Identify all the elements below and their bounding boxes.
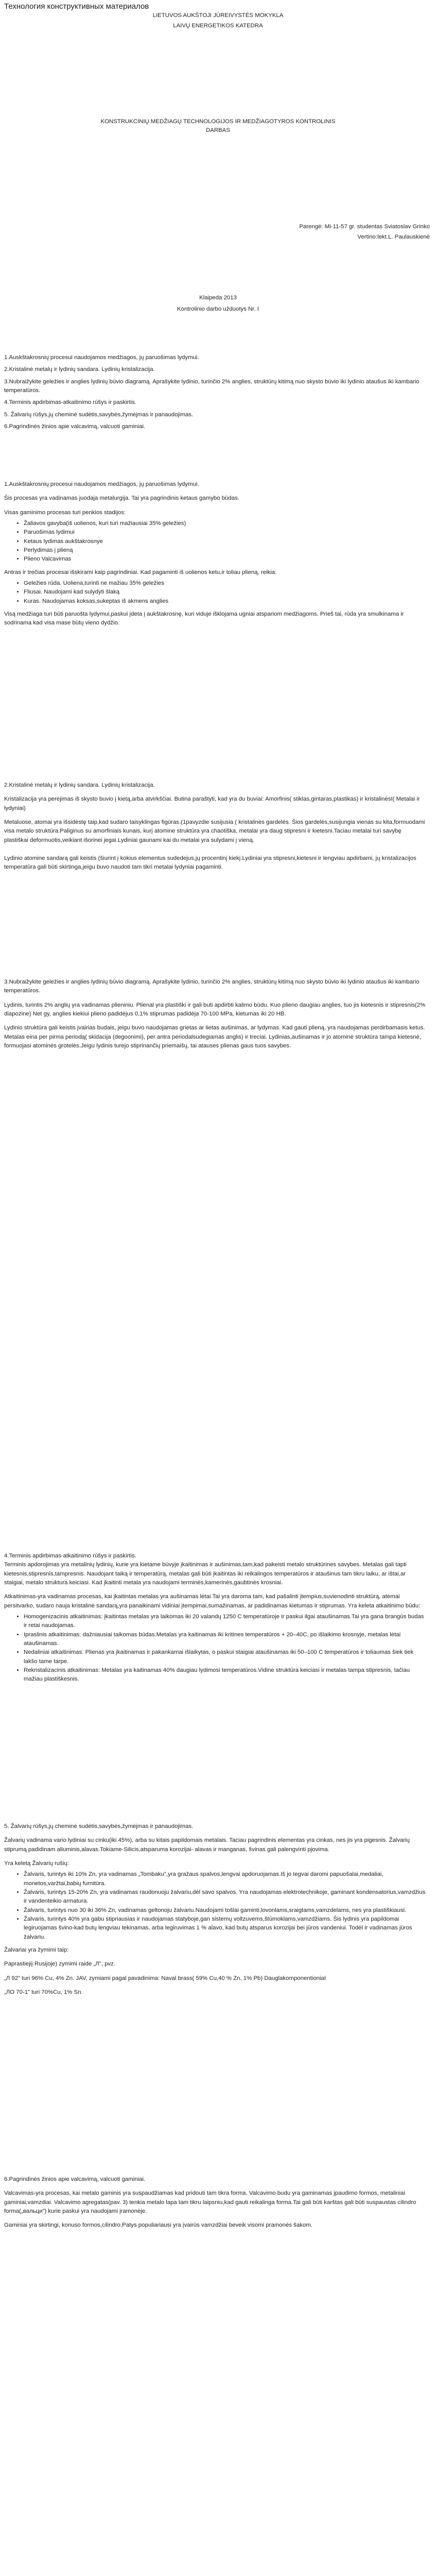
section-4 [4, 1552, 426, 1688]
list-item: • Perlydimas į plieną [24, 546, 426, 555]
section-heading: 2.Kristalinė metalų ir lydinių sandara. Lydinių kristalizacija. [4, 782, 155, 788]
section-6 [4, 2175, 426, 2235]
section-heading: 6.Pagrindinės žinios apie valcavimą, valcuoti gaminiai. [4, 2176, 146, 2182]
paragraph: Yra keletą Žalvarių rušių: [4, 1860, 69, 1867]
task-item: 6.Pagrindinės žinios apie valcavimą, valcuoti gaminiai. [4, 423, 146, 430]
list-item: • Fliusai. Naudojami kad sulydyti šlaką [24, 588, 426, 597]
task-item: 3.Nubraižykite geležies ir anglies lydinių būvio diagramą. Aprašykite lydinio, turinčio 2% anglies, struktūrų kitimą nuo skysto būvio iki lydinio ataušus iki kambario temperatūros. [4, 378, 420, 394]
list-item: • Žalvaris, turintys iki 10% Zn, yra vadinamas „Tombaku",yra gražaus spalvos,lengvai apdoruojamas.Iš jo Iegvai daromi papuošalai,medaliai, monetos,varžtai,babių furnitūra. [24, 1870, 426, 1888]
section-heading: 3.Nubraižykite geležies ir anglies lydinių būvio diagramą. Aprašykite lydinio, turinčio 2% anglies, struktūrų kitimą nuo skysto būvio iki lydinio ataušus iki kambario temperatūros. [4, 979, 420, 994]
report-title [0, 117, 436, 135]
list-item: • Rekristalizacinis atkaitinimas: Metalas yra kaitinamas 40% daugiau lydimosi temperatūros.Vidine struktūra keiciasi ir metalas tampa stipresnis, tačiau mažiau plastiškesnis. [24, 1666, 426, 1684]
section-3 [4, 978, 426, 1056]
paragraph: Gaminiai yra skirtingi, konuso formos,cilindro.Patys populiariausi yra įvairūs vamzdžiai beveik visomi pramonės šakom. [4, 2222, 312, 2229]
city-year: Klaipeda 2013 [199, 295, 237, 301]
paragraph: Šis procesas yra vadinamas juodaja metalurgija. Tai yra pagrindinis ketaus gamybo būdas. [4, 495, 239, 502]
document-title: Технология конструктивных материалов [4, 2, 149, 11]
list-item: • Geležies rūda. Uoliena,turinti ne mažiau 35% geležies [24, 579, 426, 588]
section-heading: 4.Terminis apdirbimas-atkaitinimo rūšys ir paskirtis. [4, 1553, 136, 1559]
list-item: • Plieno Valcavimas [24, 555, 426, 564]
paragraph: Žalvariai yra žymimi taip: [4, 1946, 69, 1953]
needs-list [4, 579, 426, 606]
checked-by: Vertino:lekt.L. Paulauskienė [357, 234, 430, 240]
paragraph: Antras ir trečias procesai išskirami kaip pagrindiniai. Kad pagaminti iš uolienos ketu,ir toliau plieną, reikia: [4, 569, 277, 575]
list-item: • Homogenizacinis atkaitinimas: įkaitintas metalas yra laikomas iki 20 valandų 1250 C temperatūroje ir paskui ilgai ataušinamas.Tai yra gana brangūs budas ir retai naudojamas. [24, 1613, 426, 1631]
paragraph: Paprastiejiį Rusijoje) zymimi raide „Л", pvz. [4, 1961, 115, 1968]
paragraph: Visas gaminimo procesas turi penkios stadijos: [4, 509, 126, 516]
report-title-line-2: DARBAS [206, 127, 230, 134]
brass-kinds-list [4, 1870, 426, 1942]
task-item: 4.Terminis apdirbimas-atkaitinimo rūšys ir paskirtis. [4, 399, 136, 406]
task-list [4, 353, 426, 434]
section-heading: 1.Auskštakrosnių procesui naudojamos medžiagos, jų paruošimas lydymui. [4, 481, 199, 487]
list-item: • Paruošimas lydimui [24, 528, 426, 537]
list-item: • Žalvaris, turintys nuo 30 iki 36% Zn, vadinamas geltonoju žalvariu.Naudojami tošlai gaminti,lovonlams,sraigtams,vamzdelams, nes yra plastiškiausi. [24, 1906, 426, 1915]
list-item: • Žaliavos gavyba(iš uolienos, kuri turi mažiausiai 35% geležies) [24, 519, 426, 528]
task-item: 2.Kristalinė metalų ir lydinių sandara. Lydinių kristalizacija. [4, 366, 155, 373]
paragraph: Valcavimas-yra procesas, kai metalo gaminis yra suspaudžiamas kad pridouti tam tikra forma. Valcavimo budu yra gaminamas įpaudimo formos, metaliniai gaminiai,vamzdiai. Valcavimo agregatas(pav. 3) tenkia metalo lapa tam tikru laipsniu,kad gauti reikalinga forma.Tai gali būti karštas gali būti suspaustas cilindro forma(„вальци") kurie paskui yra naudojami įramonėje. [4, 2190, 416, 2214]
paragraph: Lydinio atomine sandarą gali keistis (šiurint į kokius elementus sudedejus,jų procentinį kiekį.Lydiniai yra stipresni,kietesni ir lengviau apdirbami, jų kristalizacijos temperatūra gali būti skirtinga,jeigu buvo naudoti tam tikri metalai lydyniai pagaminti. [4, 855, 416, 871]
paragraph: Terminis apdorojimas yra metalinių lydinių, kurie yra kietame būvyje įkaitinimas ir aušinimas,tam,kad pakeisti metalo struktūrines savybes. Metalas gali tapti kietesnis,stipresnis,tampresnis. Naudojant taiką ir temperatūrą, metalas gali būti įkaitintas iki reikalingos temperatūros ir ataušinus tam tikru laiku, ar ištai,ar staigiai, metalo struktura keiciasi. Kad įkaitinti metala yra naudojami terminės,kamerinės,gaubtinės krosniai. [4, 1562, 407, 1586]
list-item: • Ketaus lydimas aukštakrosnye [24, 537, 426, 546]
section-heading: 5. Žalvarių rūšys,jų cheminė sudėtis,savybės,žymėjmas ir panaudojimas. [4, 1823, 194, 1829]
annealing-types-list [4, 1613, 426, 1684]
section-5 [4, 1822, 426, 2002]
paragraph: Metaluose, atomai yra išsidėstę taip,kad sudaro taisyklingas figūras.(1pavyzdie susijusia ( kristalinės gardelės. Šios gardelės,susijungia vienas su kita,formuodami visa metalo struktūra.Paliginus su amorfiniais kunais, kurį atomine struktūra yra chaotiška, metalai yra daug stipresni ir kietesni.Taciau metalai turi savybę plastiškai deformuotis,veikiant išorinei jegai.Lydiniai gaunami kai du metalai yra sulydami į vieną. [4, 819, 425, 843]
paragraph: Žalvarių vadinama vario lydiniai su cinku(iki 45%), arba su kitais papildomais metalais. Taciau pagrindinis elementas yra cinkas, nes jis yra pigesnis. Žalvarių stiprumą padidinam aliuminis,alavas.Tokiame-Silicis,atsparuma korozijai- alavas ir manganas, švinas gali palengvinti pjovima. [4, 1837, 410, 1853]
tasks-subtitle: Kontrolinio darbo užduotys Nr. I [177, 306, 259, 312]
list-item: • Žalvaris, turintys 40% yra gabu stipriausias ir naudojamas statyboje,gan sistemų voltzuvems,štūmoklams,vamzdžiams. Šis lydinis yra papildomai legiruojamas švino-kad butų lengviau tekinamas, arba legiruvimas 1 % alavo, kad butų atsparus korozijai bei jūros vandeniui. Todėl ir vadinamas jūros žalvariu. [24, 1915, 426, 1942]
section-1 [4, 480, 426, 633]
stages-list [4, 519, 426, 564]
department-name: LAIVŲ ENERGETIKOS KATEDRA [173, 23, 263, 29]
task-item: 5. Žalvarių rūšys,jų cheminė sudėtis,savybės,žymėjmas ir panaudojimas. [4, 411, 194, 418]
university-name: LIETUVOS AUKŠTOJI JŪREIVYSTĖS MOKYKLA [152, 12, 284, 19]
paragraph: Lydinio struktūra gali keistis įvairias budais, jeigu buvo naudojamas grietas ar lietas aušinimas, ar lydymas. Kad gauti plieną, yra naudojamas perdirbamasis ketus. Metalas eina per pirma periodą( skidacija (degoonimi), per antra periodalsudegiamas anglis) ir treciai. Lydinias,aušinamas ir jo atominė struktūra tampa kietesnė, formuojasi atominės grotelės.Jeigu lydinis turejo stiprinančių priemaišų, tai atauses plienas gaus tuos savybes. [4, 1025, 425, 1049]
paragraph: „ЛО 70-1" turi 70%Cu, 1% Sn. [4, 1989, 83, 1995]
paragraph: Atkaitinimas-yra vadinamas procesas, kai įkaitintas metalas yra aušinamas lėtai.Tai yra daroma tam, kad pašalinti įtempius,suvienodinti struktūrą, atėmai persitvarko, sudaro nauja kristalinė sandarą,yra panaikinami vidiniai įtempimai,sumažinamas, ar padidinamas kietumas ir stiprumas. Yra keleta atkaitinimo būdu: [4, 1594, 421, 1609]
paragraph: Kristalizacija yra perėjimas iš skysto buvio į kietą,arba atvirkščiai. Butina paraštyti, kad yra du buviai: Amorfinis( stiklas,gintaras,plastikas) ir kristalinėsI( Metalai ir lydyniai) [4, 796, 420, 811]
paragraph: Visą medžiaga turi būti paruošta lydymui,paskui įdeta į aukštakrosnę, kuri viduje išklojama ugniai atspariom medžiagoms. Prieš tai, rūda yra smulkinama ir sodrinama kad visa mase būtų vieno dydžio. [4, 611, 404, 626]
section-2 [4, 781, 426, 877]
task-item: 1.Auskštakrosnių procesui naudojamos medžiagos, jų paruošimas lydymui. [4, 354, 199, 361]
list-item: • Ipraslinis atkaitinimas: dažniausiai taikomas būdas.Metalas yra kaitinamas iki kritines temperatūros + 20–40C, po išlaikimo krosnyje, metalas lėtai ataušinamas. [24, 1631, 426, 1649]
report-title-line-1: KONSTRUKCINIŲ MEDŽIAGŲ TECHNOLOGIJOS IR MEDŽIAGOTYROS KONTROLINIS [100, 118, 336, 125]
list-item: • Kuras. Naudojamas koksas,sukeptas iš akmens anglies [24, 597, 426, 606]
list-item: • Žalvaris, turintys 15-20% Zn, yra vadinamas raudonuoju žalvariu,dėl savo spalvos. Yra naudojamas elektrotechnikoje, gaminant kondensatorius,vamzdžius ir vandenteikio armatura. [24, 1888, 426, 1906]
paragraph: Lydinis, turintis 2% anglių yra vadinamas plieniniu. Plienal yra plastiški ir gali buti apdirbti kalimo būdu. Kuo plieno daugiau anglies, tuo jis kietesnis ir stipresnis(2% diapozine) Net gy, anglies kiekiui plieno padidėjus 0,1% stiprumas padidėja 70-100 MPa, kietumas iki 20 HB. [4, 1002, 426, 1017]
paragraph: „Л 92" turi 96% Cu, 4% Zn. JAV, zymiami pagal pavadinima: Naval brass( 59% Cu,40 % Zn, 1% Pb) DauglakomponentioniaI [4, 1975, 326, 1981]
list-item: • Nedaliniai atkaitinimas: Plienas yra įkaitinamas ir pakankamai išlaikytas, o paskui staigiai ataušinamas iki 50–100 C temperatūros ir toliaumas šiek tiek lakšo tame tarpe. [24, 1648, 426, 1666]
prepared-by: Parengė: Mi-11-57 gr. studentas Sviatoslav Grinko [299, 224, 430, 230]
